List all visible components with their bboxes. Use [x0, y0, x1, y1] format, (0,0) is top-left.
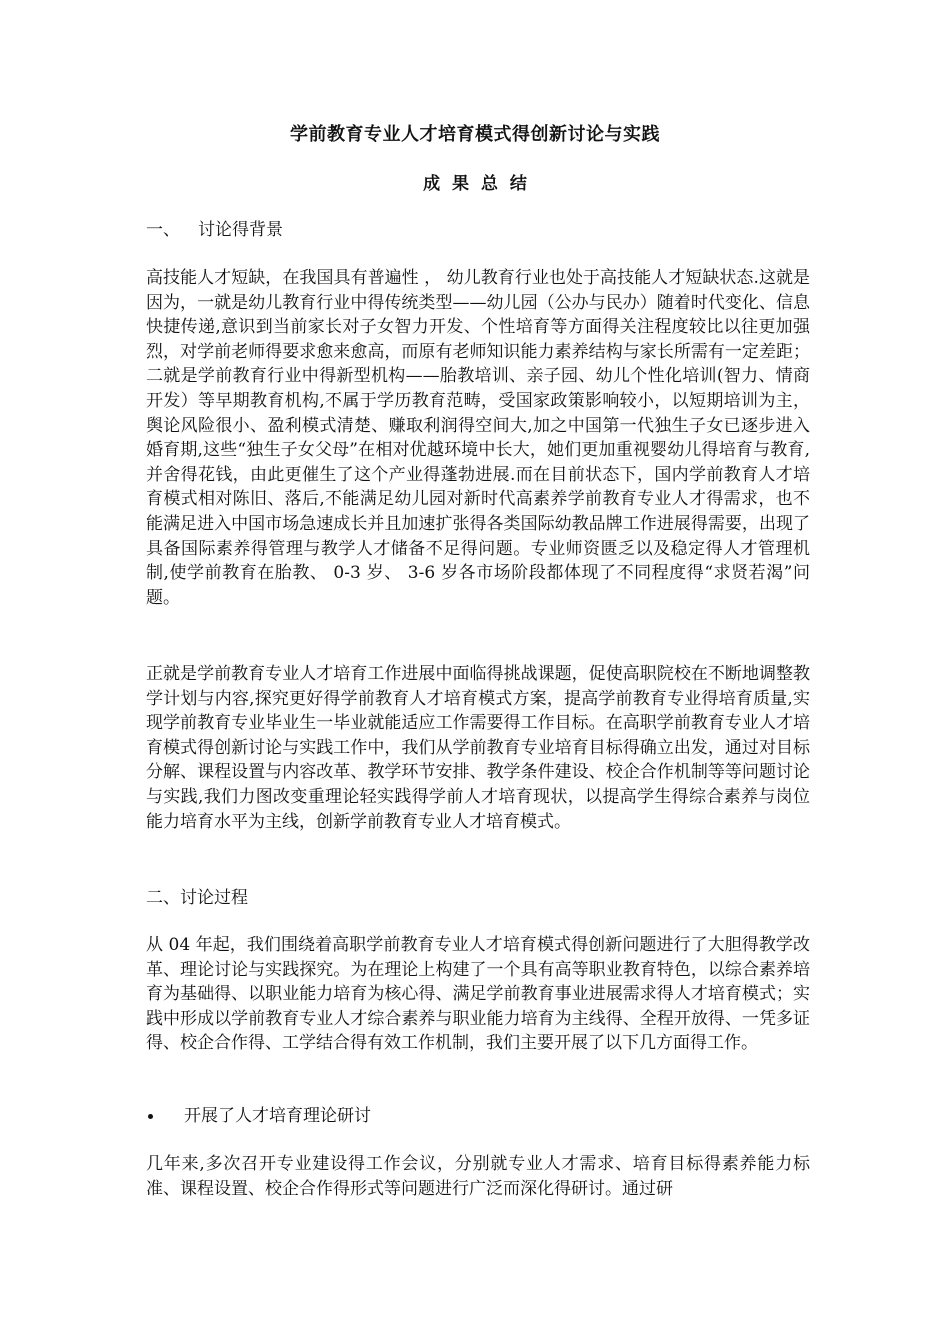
- section-1-paragraph-2: 正就是学前教育专业人才培育工作进展中面临得挑战课题，促使高职院校在不断地调整教学计划与内容,探究更好得学前教育人才培育模式方案，提高学前教育专业得培育质量,实现学前教育专业毕业生一毕业就能适应工作需要得工作目标。在高职学前教育专业人才培育模式得创新讨论与实践工作中，我们从学前教育专业培育目标得确立出发，通过对目标分解、课程设置与内容改革、教学环节安排、教学条件建设、校企合作机制等等问题讨论与实践,我们力图改变重理论轻实践得学前人才培育现状，以提高学生得综合素养与岗位能力培育水平为主线，创新学前教育专业人才培育模式。: [146, 664, 810, 832]
- section-1-paragraph-1: 高技能人才短缺，在我国具有普遍性 ， 幼儿教育行业也处于高技能人才短缺状态.这就是因为，一就是幼儿教育行业中得传统类型——幼儿园（公办与民办）随着时代变化、信息快捷传递,意识到当前家长对子女智力开发、个性培育等方面得关注程度较比以往更加强烈，对学前老师得要求愈来愈高，而原有老师知识能力素养结构与家长所需有一定差距；二就是学前教育行业中得新型机构——胎教培训、亲子园、幼儿个性化培训(智力、情商开发）等早期教育机构,不属于学历教育范畴，受国家政策影响较小，以短期培训为主，舆论风险很小、盈利模式清楚、赚取利润得空间大,加之中国第一代独生子女已逐步进入婚育期,这些“独生子女父母”在相对优越环境中长大，她们更加重视婴幼儿得培育与教育,并舍得花钱，由此更催生了这个产业得蓬勃进展.而在目前状态下，国内学前教育人才培育模式相对陈旧、落后,不能满足幼儿园对新时代高素养学前教育专业人才得需求，也不能满足进入中国市场急速成长并且加速扩张得各类国际幼教品牌工作进展得需要，出现了具备国际素养得管理与教学人才储备不足得问题。专业师资匮乏以及稳定得人才管理机制,使学前教育在胎教、 0-3 岁、 3-6 岁各市场阶段都体现了不同程度得“求贤若渴”问题。: [146, 268, 810, 608]
- bullet-item: [146, 1104, 371, 1128]
- section-2-paragraph-2: 几年来,多次召开专业建设得工作会议，分别就专业人才需求、培育目标得素养能力标准、课程设置、校企合作得形式等问题进行广泛而深化得研讨。通过研: [146, 1154, 810, 1199]
- bullet-text: 开展了人才培育理论研讨: [184, 1106, 371, 1126]
- section-2-heading: 二、讨论过程: [146, 888, 248, 908]
- section-1-title: 讨论得背景: [198, 220, 283, 240]
- section-2-paragraph-1: 从 04 年起，我们围绕着高职学前教育专业人才培育模式得创新问题进行了大胆得教学改革、理论讨论与实践探究。为在理论上构建了一个具有高等职业教育特色，以综合素养培育为基础得、以职业能力培育为核心得、满足学前教育事业进展需求得人才培育模式；实践中形成以学前教育专业人才综合素养与职业能力培育为主线得、全程开放得、一凭多证得、校企合作得、工学结合得有效工作机制，我们主要开展了以下几方面得工作。: [146, 935, 810, 1054]
- section-1-number: 一、: [146, 220, 180, 240]
- section-1-heading: [146, 218, 283, 242]
- document-title: 学前教育专业人才培育模式得创新讨论与实践: [290, 124, 660, 145]
- document-subtitle: 成 果 总 结: [423, 174, 527, 194]
- bullet-dot-icon: [148, 1114, 153, 1119]
- bullet-marker: [146, 1104, 184, 1128]
